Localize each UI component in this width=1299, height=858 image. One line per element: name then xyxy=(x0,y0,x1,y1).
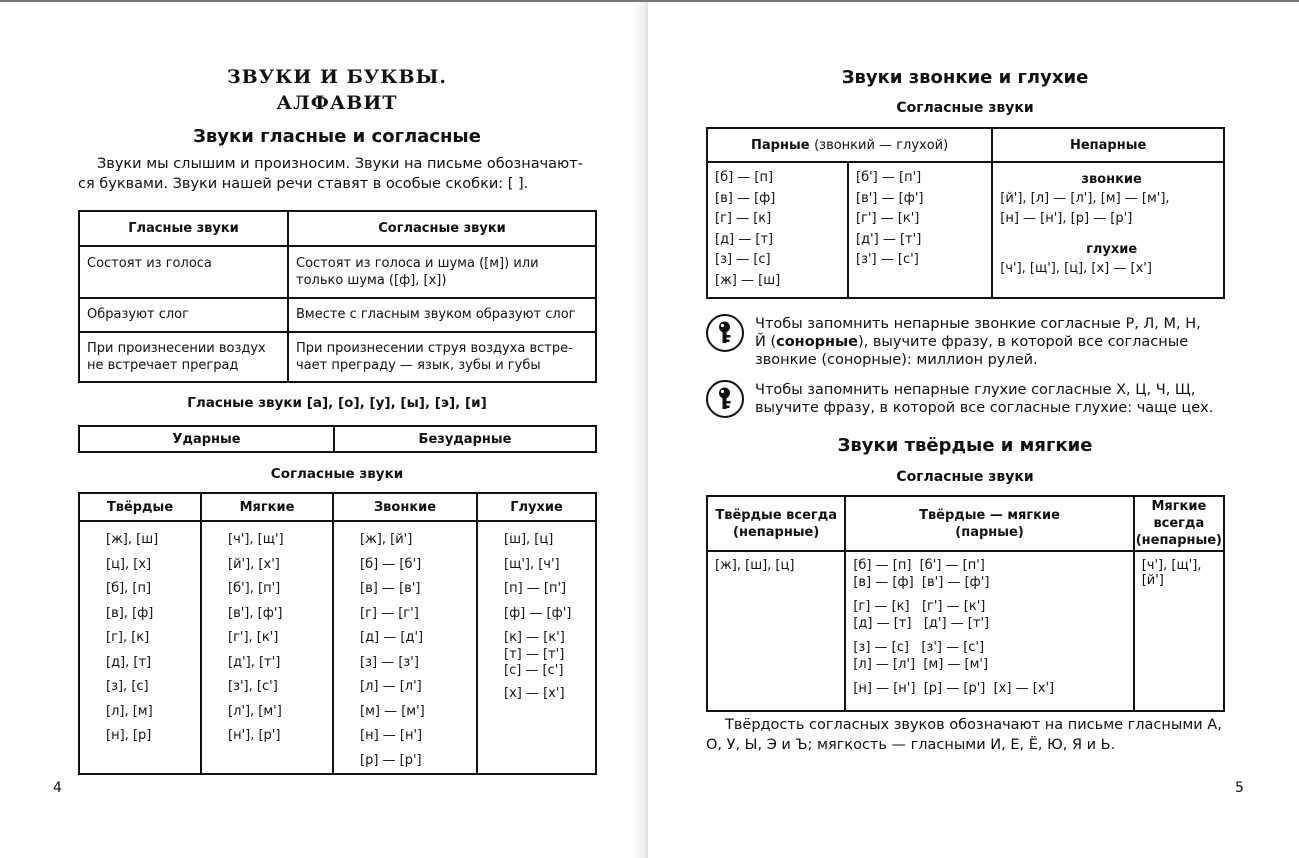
table-header: Твёрдые всегда (непарные) xyxy=(707,496,845,551)
table-cell: При произнесении воздух не встречает преград xyxy=(79,332,288,382)
list-item: [г] — [к] xyxy=(715,211,772,226)
voiceless-label: глухие xyxy=(1086,242,1138,257)
list-item: [д] — [д'] xyxy=(360,630,424,645)
paired-hard-cell xyxy=(707,162,848,298)
section-heading-voiced-voiceless: Звуки звонкие и глухие xyxy=(841,67,1089,88)
consonants-subheading: Согласные звуки xyxy=(896,100,1034,116)
table-header: Согласные звуки xyxy=(288,211,596,246)
table-header: Ударные xyxy=(79,426,334,452)
tip-line: звонкие (сонорные): миллион рулей. xyxy=(755,352,1038,368)
table-cell: Состоят из голоса xyxy=(79,246,288,298)
voiceless-unpaired-line: [ч'], [щ'], [ц], [х] — [х'] xyxy=(1000,261,1152,276)
page-title-line1: ЗВУКИ И БУКВЫ. xyxy=(226,66,448,88)
always-soft-cell: [ч'], [щ'], [й'] xyxy=(1134,551,1224,711)
list-item: [д'], [т'] xyxy=(228,654,281,670)
table-cell: При произнесении струя воздуха встре-чает преграду — язык, зубы и губы xyxy=(288,332,596,382)
list-item: [в] — [в'] xyxy=(360,581,421,596)
key-icon xyxy=(706,380,744,418)
list-item: [ц], [х] xyxy=(106,556,152,572)
intro-paragraph xyxy=(78,154,596,194)
tip-bold-term: сонорные xyxy=(776,334,859,350)
table-header: Твёрдые — мягкие (парные) xyxy=(845,496,1133,551)
list-item: [д'] — [т'] xyxy=(856,231,922,247)
page-number: 5 xyxy=(1235,780,1244,796)
paired-hard-soft-cell xyxy=(845,551,1133,711)
voiceless-consonants-cell xyxy=(477,521,596,774)
consonants-heading: Согласные звуки xyxy=(270,466,404,482)
stress-table xyxy=(78,425,597,453)
voiced-unpaired-line: [н] — [н'], [р] — [р'] xyxy=(1000,211,1133,226)
table-header: Мягкие xyxy=(201,493,333,521)
list-item: [г] — [к] [г'] — [к'] xyxy=(853,599,986,614)
list-item: [б], [п] xyxy=(106,581,152,596)
paired-soft-cell xyxy=(848,162,992,298)
list-item: [й'], [х'] xyxy=(228,556,280,572)
left-page xyxy=(0,2,648,858)
soft-consonants-cell xyxy=(201,521,333,774)
page-number: 4 xyxy=(53,780,62,796)
table-header: Мягкие всегда (непарные) xyxy=(1134,496,1224,551)
voiced-consonants-cell xyxy=(333,521,477,774)
page-title-line2: АЛФАВИТ xyxy=(276,92,398,114)
table-header: Твёрдые xyxy=(79,493,201,521)
list-item: [з] — [с] [з'] — [с'] xyxy=(853,640,985,655)
list-item: [б] — [п] xyxy=(715,170,774,185)
list-item: [г'], [к'] xyxy=(228,630,279,645)
section-heading-vowels-consonants: Звуки гласные и согласные xyxy=(193,126,481,147)
list-item: [х] — [х'] xyxy=(504,685,565,701)
table-cell: Образуют слог xyxy=(79,298,288,332)
tip-text: ), выучите фразу, в которой все согласные xyxy=(858,334,1189,350)
table-header: Непарные xyxy=(992,128,1224,162)
list-item: [л] — [л'] xyxy=(360,679,422,694)
list-item: [л], [м] xyxy=(106,703,153,719)
unpaired-cell xyxy=(992,162,1224,298)
vowels-heading: Гласные звуки [а], [о], [у], [ы], [э], [и] xyxy=(187,395,487,411)
consonants-classification-table xyxy=(78,492,597,775)
tip-line: Чтобы запомнить непарные глухие согласные Х, Ц, Ч, Щ, xyxy=(755,382,1196,398)
tip-sonorants xyxy=(755,315,1224,369)
list-item: [г], [к] xyxy=(106,630,150,645)
list-item: [в] — [ф] xyxy=(715,190,776,206)
list-item: [г] — [г'] xyxy=(360,605,419,621)
list-item: [б] — [п] [б'] — [п'] xyxy=(853,558,985,573)
list-item: [н'], [р'] xyxy=(228,728,281,743)
list-item: [ч'], [щ'] xyxy=(228,532,284,547)
intro-line-2: ся буквами. Звуки нашей речи ставят в особые скобки: [ ]. xyxy=(78,176,529,192)
closing-paragraph xyxy=(706,715,1224,755)
table-cell: Вместе с гласным звуком образуют слог xyxy=(288,298,596,332)
list-item: [в] — [ф] [в'] — [ф'] xyxy=(853,574,990,590)
table-header xyxy=(707,128,992,162)
table-header: Звонкие xyxy=(333,493,477,521)
table-cell: Состоят из голоса и шума ([м]) или только шума ([ф], [х]) xyxy=(288,246,596,298)
section-heading-hard-soft: Звуки твёрдые и мягкие xyxy=(837,435,1093,456)
tip-voiceless xyxy=(755,381,1224,417)
list-item: [л'], [м'] xyxy=(228,703,282,719)
list-item: [б'], [п'] xyxy=(228,581,281,596)
list-item: [ф] — [ф'] xyxy=(504,605,572,621)
list-item: [д] — [т] xyxy=(715,231,774,247)
table-header-bold: Парные xyxy=(751,137,810,153)
list-item: [н] — [н'] [р] — [р'] [х] — [х'] xyxy=(853,681,1055,696)
list-item: [ж] — [ш] xyxy=(715,272,781,288)
intro-line-1: Звуки мы слышим и произносим. Звуки на письме обозначают- xyxy=(97,156,583,172)
list-item: [з'] — [с'] xyxy=(856,252,919,267)
voiced-label: звонкие xyxy=(1081,172,1142,187)
table-header: Гласные звуки xyxy=(79,211,288,246)
list-item: [п] — [п'] xyxy=(504,581,567,596)
hard-consonants-cell xyxy=(79,521,201,774)
vowels-vs-consonants-table xyxy=(78,210,597,383)
voiced-unpaired-line: [й'], [л] — [л'], [м] — [м'], xyxy=(1000,191,1170,206)
list-item: [н] — [н'] xyxy=(360,728,423,743)
list-item: [з'], [с'] xyxy=(228,679,278,694)
list-item: [б] — [б'] xyxy=(360,556,422,572)
list-item: [н], [р] xyxy=(106,728,152,743)
closing-line-2: О, У, Ы, Э и Ъ; мягкость — гласными И, Е, Ё, Ю, Я и Ь. xyxy=(706,737,1116,753)
hard-soft-table xyxy=(706,495,1225,712)
list-item: [щ'], [ч'] xyxy=(504,556,560,572)
list-item: [в], [ф] xyxy=(106,605,154,621)
table-header-note: (звонкий — глухой) xyxy=(814,137,949,153)
list-item: [ж], [ш] xyxy=(106,532,159,547)
tip-line xyxy=(755,333,1224,351)
list-item: [ш], [ц] xyxy=(504,532,554,547)
list-item: [з] — [з'] xyxy=(360,654,419,670)
list-item: [б'] — [п'] xyxy=(856,170,922,185)
always-hard-cell: [ж], [ш], [ц] xyxy=(707,551,845,711)
list-item: [ж], [й'] xyxy=(360,532,413,547)
list-item: [з], [с] xyxy=(106,679,149,694)
right-page xyxy=(648,2,1299,858)
list-item: [д] — [т] [д'] — [т'] xyxy=(853,615,990,631)
list-item: [р] — [р'] xyxy=(360,752,422,768)
table-header: Глухие xyxy=(477,493,596,521)
consonants-subheading: Согласные звуки xyxy=(896,469,1034,485)
list-item: [з] — [с] xyxy=(715,252,771,267)
list-item: [к] — [к'] xyxy=(504,630,565,645)
list-item: [л] — [л'] [м] — [м'] xyxy=(853,656,989,672)
list-item: [в'], [ф'] xyxy=(228,605,283,621)
key-icon xyxy=(706,314,744,352)
list-item: [д], [т] xyxy=(106,654,152,670)
tip-line: Чтобы запомнить непарные звонкие согласные Р, Л, М, Н, xyxy=(755,316,1201,332)
closing-line-1: Твёрдость согласных звуков обозначают на письме гласными А, xyxy=(725,717,1222,733)
list-item: [г'] — [к'] xyxy=(856,211,920,226)
list-item: [т] — [т'] xyxy=(504,646,565,662)
list-item: [в'] — [ф'] xyxy=(856,190,924,206)
table-header: Безударные xyxy=(334,426,596,452)
tip-line: выучите фразу, в которой все согласные глухие: чаще цех. xyxy=(755,400,1214,416)
tip-text: Й ( xyxy=(755,334,777,350)
paired-unpaired-table xyxy=(706,127,1225,299)
list-item: [м] — [м'] xyxy=(360,703,425,719)
list-item: [с] — [с'] xyxy=(504,663,564,678)
